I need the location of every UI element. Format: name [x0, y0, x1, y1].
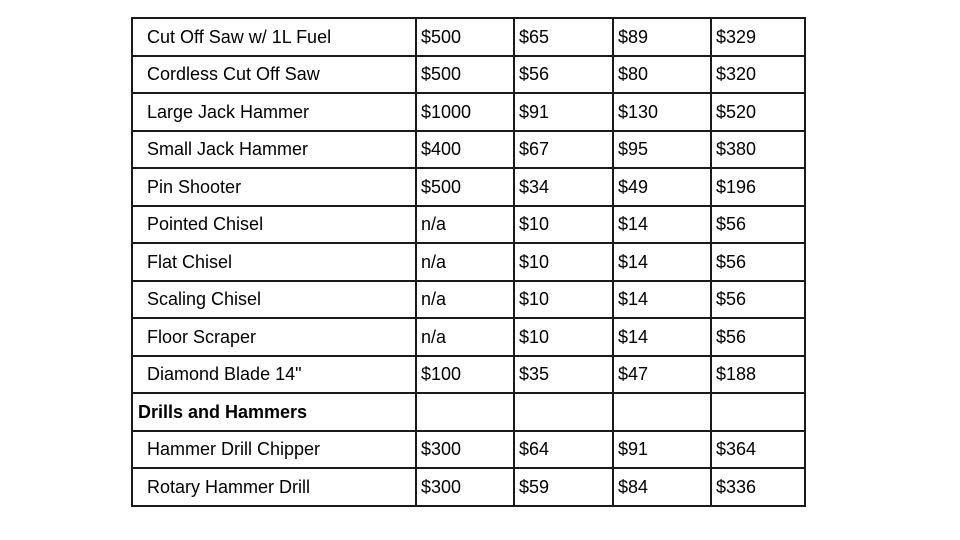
deposit-cell: n/a — [416, 318, 514, 356]
item-name-cell: Flat Chisel — [132, 243, 416, 281]
day-rate-cell: $10 — [514, 206, 613, 244]
weekend-rate-cell: $89 — [613, 18, 711, 56]
week-rate-cell: $320 — [711, 56, 805, 94]
rental-rate-table — [131, 17, 806, 507]
item-name-cell: Scaling Chisel — [132, 281, 416, 319]
table-row — [132, 131, 805, 169]
week-rate-cell: $196 — [711, 168, 805, 206]
deposit-cell: $500 — [416, 18, 514, 56]
day-rate-cell: $10 — [514, 318, 613, 356]
day-rate-cell: $34 — [514, 168, 613, 206]
empty-cell — [613, 393, 711, 431]
week-rate-cell: $364 — [711, 431, 805, 469]
day-rate-cell: $10 — [514, 281, 613, 319]
item-name-cell: Hammer Drill Chipper — [132, 431, 416, 469]
day-rate-cell: $56 — [514, 56, 613, 94]
week-rate-cell: $56 — [711, 281, 805, 319]
deposit-cell: $1000 — [416, 93, 514, 131]
empty-cell — [514, 393, 613, 431]
deposit-cell: n/a — [416, 206, 514, 244]
item-name-cell: Pointed Chisel — [132, 206, 416, 244]
item-name-cell: Large Jack Hammer — [132, 93, 416, 131]
deposit-cell: $400 — [416, 131, 514, 169]
section-title: Drills and Hammers — [132, 393, 416, 431]
table-row — [132, 431, 805, 469]
weekend-rate-cell: $14 — [613, 318, 711, 356]
weekend-rate-cell: $14 — [613, 243, 711, 281]
day-rate-cell: $10 — [514, 243, 613, 281]
table-row — [132, 18, 805, 56]
weekend-rate-cell: $95 — [613, 131, 711, 169]
weekend-rate-cell: $49 — [613, 168, 711, 206]
table-row — [132, 168, 805, 206]
table-row — [132, 281, 805, 319]
deposit-cell: n/a — [416, 243, 514, 281]
table-row — [132, 93, 805, 131]
day-rate-cell: $65 — [514, 18, 613, 56]
empty-cell — [416, 393, 514, 431]
item-name-cell: Diamond Blade 14" — [132, 356, 416, 394]
week-rate-cell: $520 — [711, 93, 805, 131]
day-rate-cell: $35 — [514, 356, 613, 394]
weekend-rate-cell: $14 — [613, 206, 711, 244]
table-row — [132, 56, 805, 94]
deposit-cell: n/a — [416, 281, 514, 319]
item-name-cell: Small Jack Hammer — [132, 131, 416, 169]
table-body — [132, 18, 805, 506]
week-rate-cell: $56 — [711, 206, 805, 244]
item-name-cell: Rotary Hammer Drill — [132, 468, 416, 506]
table-row — [132, 243, 805, 281]
week-rate-cell: $380 — [711, 131, 805, 169]
deposit-cell: $500 — [416, 168, 514, 206]
weekend-rate-cell: $84 — [613, 468, 711, 506]
week-rate-cell: $56 — [711, 318, 805, 356]
section-header-row — [132, 393, 805, 431]
day-rate-cell: $91 — [514, 93, 613, 131]
week-rate-cell: $329 — [711, 18, 805, 56]
week-rate-cell: $188 — [711, 356, 805, 394]
weekend-rate-cell: $91 — [613, 431, 711, 469]
item-name-cell: Cordless Cut Off Saw — [132, 56, 416, 94]
week-rate-cell: $336 — [711, 468, 805, 506]
empty-cell — [711, 393, 805, 431]
week-rate-cell: $56 — [711, 243, 805, 281]
weekend-rate-cell: $130 — [613, 93, 711, 131]
day-rate-cell: $67 — [514, 131, 613, 169]
deposit-cell: $100 — [416, 356, 514, 394]
weekend-rate-cell: $47 — [613, 356, 711, 394]
day-rate-cell: $59 — [514, 468, 613, 506]
deposit-cell: $300 — [416, 468, 514, 506]
deposit-cell: $500 — [416, 56, 514, 94]
item-name-cell: Floor Scraper — [132, 318, 416, 356]
table-row — [132, 206, 805, 244]
table-row — [132, 318, 805, 356]
item-name-cell: Cut Off Saw w/ 1L Fuel — [132, 18, 416, 56]
table-row — [132, 356, 805, 394]
deposit-cell: $300 — [416, 431, 514, 469]
weekend-rate-cell: $14 — [613, 281, 711, 319]
weekend-rate-cell: $80 — [613, 56, 711, 94]
table-row — [132, 468, 805, 506]
item-name-cell: Pin Shooter — [132, 168, 416, 206]
day-rate-cell: $64 — [514, 431, 613, 469]
